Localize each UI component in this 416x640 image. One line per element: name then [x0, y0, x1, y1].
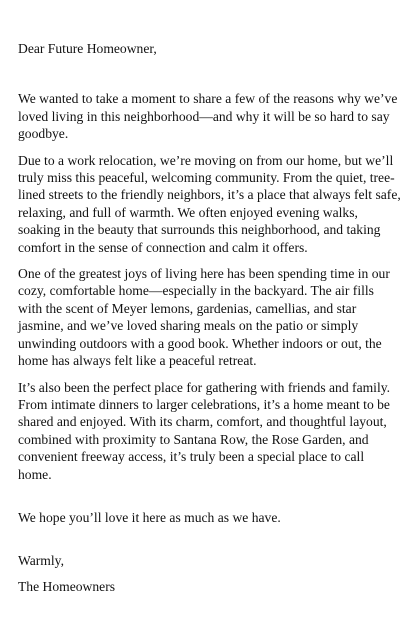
letter-signoff: Warmly, — [18, 553, 64, 569]
letter-paragraph-gathering: It’s also been the perfect place for gathering with friends and family. From intimate dinners to larger celebrations, it’s a home meant to be shared and enjoyed. With its charm, comfort, and thoughtful layout, combined with proximity to Santana Row, the Rose Garden, and convenient freeway access, it’s truly been a special place to call home. — [18, 379, 391, 482]
letter-closing-line: We hope you’ll love it here as much as we have. — [18, 509, 281, 525]
letter-paragraph-intro: We wanted to take a moment to share a few of the reasons why we’ve loved living in this neighborhood—and why it will be so hard to say goodbye. — [18, 91, 398, 142]
letter-salutation: Dear Future Homeowner, — [18, 41, 157, 56]
letter-paragraph-relocation: Due to a work relocation, we’re moving on from our home, but we’ll truly miss this peaceful, welcoming community. From the quiet, tree-lined streets to the friendly neighbors, it’s a place that always felt safe, relaxing, and full of warmth. We often enjoyed evening walks, soaking in the beauty that surrounds this neighborhood, and taking comfort in the sense of connection and calm it offers. — [18, 152, 401, 255]
letter-paragraph-home: One of the greatest joys of living here has been spending time in our cozy, comfortable home—especially in the backyard. The air fills with the scent of Meyer lemons, gardenias, camellias, and star jasmine, and we’ve loved sharing meals on the patio or simply unwinding outdoors with a good book. Whether indoors or out, the home has always felt like a peaceful retreat. — [18, 266, 390, 369]
letter-body — [18, 40, 401, 595]
letter-signature: The Homeowners — [18, 578, 116, 594]
